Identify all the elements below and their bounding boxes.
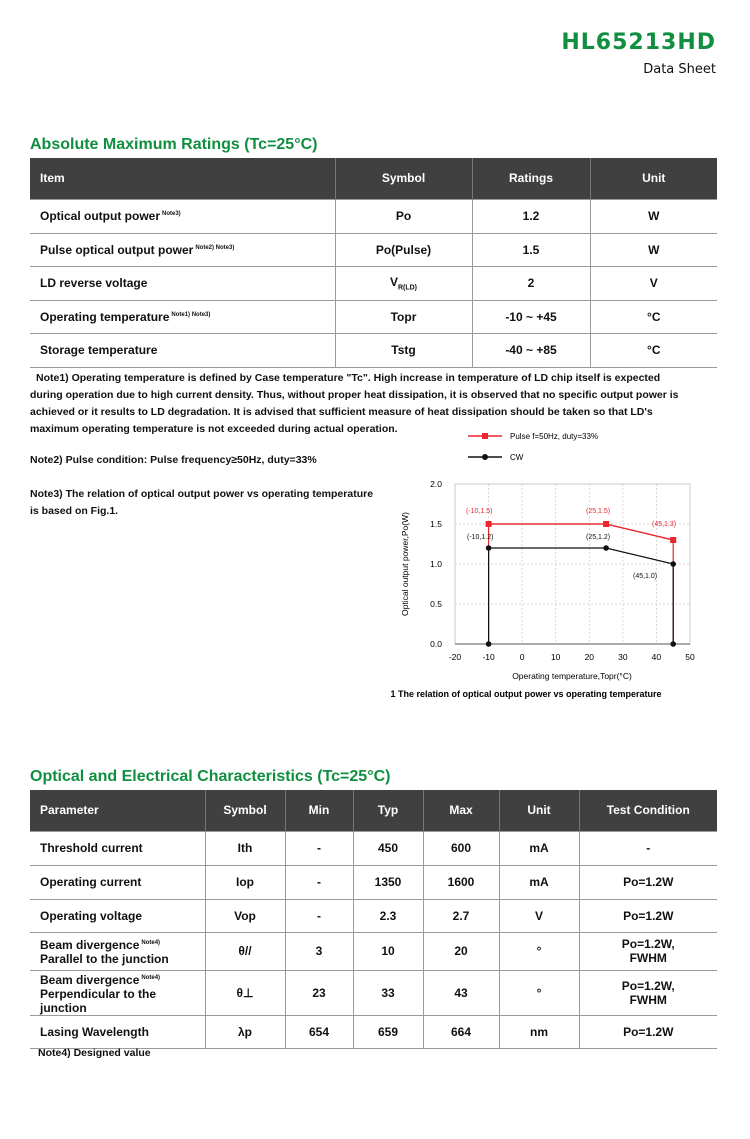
series-cw	[486, 545, 676, 647]
col-item: Item	[30, 158, 335, 199]
note-ref: Note1) Note3)	[171, 311, 211, 318]
item-label: Optical output power	[40, 209, 160, 223]
svg-text:(45,1.0): (45,1.0)	[633, 573, 658, 580]
svg-text:-20: -20	[448, 652, 462, 662]
fig1-chart	[390, 420, 710, 710]
unit-cell: °C	[590, 300, 717, 333]
svg-text:10: 10	[550, 652, 561, 662]
col-ratings: Ratings	[472, 158, 590, 199]
item-label: Storage temperature	[40, 343, 158, 357]
abs-max-section-title: Absolute Maximum Ratings (Tc=25°C)	[30, 136, 318, 153]
svg-text:2.0: 2.0	[430, 479, 442, 489]
note-4: Note4) Designed value	[38, 1047, 151, 1059]
unit-cell: V	[590, 266, 717, 300]
rating-cell: -10 ~ +45	[472, 300, 590, 333]
chart-legend	[468, 432, 598, 462]
svg-text:(-10,1.2): (-10,1.2)	[467, 534, 494, 541]
y-axis-ticks	[430, 479, 442, 649]
symbol-cell: Topr	[335, 300, 472, 333]
table-row: Threshold current Ith - 450 600 mA -	[30, 831, 717, 865]
table-header-row: Parameter Symbol Min Typ Max Unit Test Condition	[30, 790, 717, 831]
svg-text:(25,1.2): (25,1.2)	[586, 534, 611, 541]
rating-cell: 1.5	[472, 233, 590, 266]
svg-text:(-10,1.5): (-10,1.5)	[466, 508, 493, 515]
oe-table	[30, 790, 717, 1049]
table-row: Lasing Wavelength λp 654 659 664 nm Po=1.2W	[30, 1015, 717, 1048]
col-symbol: Symbol	[335, 158, 472, 199]
svg-text:(25,1.5): (25,1.5)	[586, 508, 611, 515]
svg-text:20: 20	[584, 652, 595, 662]
svg-text:1.0: 1.0	[430, 559, 442, 569]
oe-section-title: Optical and Electrical Characteristics (Tc=25°C)	[30, 768, 391, 785]
y-axis-label: Optical output power,Po(W)	[400, 512, 410, 616]
note-3: Note3) The relation of optical output power vs operating temperature is based on Fig.1.	[30, 488, 374, 517]
col-unit: Unit	[590, 158, 717, 199]
x-axis-label: Operating temperature,Topr(°C)	[512, 671, 632, 681]
item-label: Operating temperature	[40, 309, 170, 324]
product-title: HL65213HD	[561, 30, 716, 55]
svg-text:50: 50	[685, 652, 695, 662]
table-header-row	[30, 158, 717, 199]
document-subtitle: Data Sheet	[643, 62, 716, 77]
symbol-cell: Tstg	[335, 333, 472, 367]
symbol-cell: $V_{R(LD)}$	[335, 266, 472, 300]
legend-cw: CW	[510, 453, 524, 462]
note-ref: Note3)	[162, 211, 181, 217]
table-row: Operating voltage Vop - 2.3 2.7 V Po=1.2W	[30, 899, 717, 932]
svg-text:-10: -10	[482, 652, 495, 662]
figure-caption: Fig.1 The relation of optical output power vs operating temperature	[390, 689, 662, 699]
note-1: Note1) Operating temperature is defined by Case temperature "Tc". High increase in temperature of LD chip itself is expected during operation due to high current density. Thus, without proper heat dissipation, it is observed that no specific output power is achieved or it results to LD degradation. It is advised that sufficient measure of heat dissipation should be taken so that LD's maximum operating temperature is not exceeded during actual operation.	[30, 372, 679, 435]
svg-text:0: 0	[519, 652, 525, 662]
svg-text:40: 40	[651, 652, 662, 662]
table-row: Beam divergence $^{Note4)}$ Perpendicular to the junction θ⊥ 23 33 43 ° Po=1.2W, FWHM	[30, 970, 717, 1015]
unit-cell: °C	[590, 333, 717, 367]
svg-text:(45,1.3): (45,1.3)	[652, 521, 677, 528]
table-row	[30, 266, 717, 300]
symbol-cell: Po(Pulse)	[335, 233, 472, 266]
svg-text:1.5: 1.5	[430, 519, 442, 529]
unit-cell: W	[590, 199, 717, 233]
rating-cell: 2	[472, 266, 590, 300]
abs-max-table	[30, 158, 717, 368]
unit-cell: W	[590, 233, 717, 266]
table-row	[30, 233, 717, 266]
rating-cell: 1.2	[472, 199, 590, 233]
legend-pulse: Pulse f=50Hz, duty=33%	[510, 432, 599, 441]
note-ref: Note2) Note3)	[195, 244, 235, 251]
chart-annotations	[466, 508, 676, 580]
rating-cell: -40 ~ +85	[472, 333, 590, 367]
series-pulse	[486, 521, 677, 644]
svg-text:30: 30	[618, 652, 628, 662]
svg-text:0.0: 0.0	[430, 639, 442, 649]
item-label: Pulse optical output power	[40, 242, 194, 257]
symbol-cell: Po	[335, 199, 472, 233]
table-row: Beam divergence $^{Note4)}$ Parallel to the junction θ// 3 10 20 ° Po=1.2W, FWHM	[30, 932, 717, 970]
note-2: Note2) Pulse condition: Pulse frequency≥50Hz, duty=33%	[30, 454, 317, 466]
x-axis-ticks	[449, 652, 695, 662]
chart-svg	[390, 420, 710, 710]
table-row	[30, 333, 717, 367]
svg-text:0.5: 0.5	[430, 599, 442, 609]
item-label: LD reverse voltage	[40, 276, 148, 290]
table-row: Operating current Iop - 1350 1600 mA Po=1.2W	[30, 865, 717, 899]
table-row	[30, 199, 717, 233]
table-row	[30, 300, 717, 333]
